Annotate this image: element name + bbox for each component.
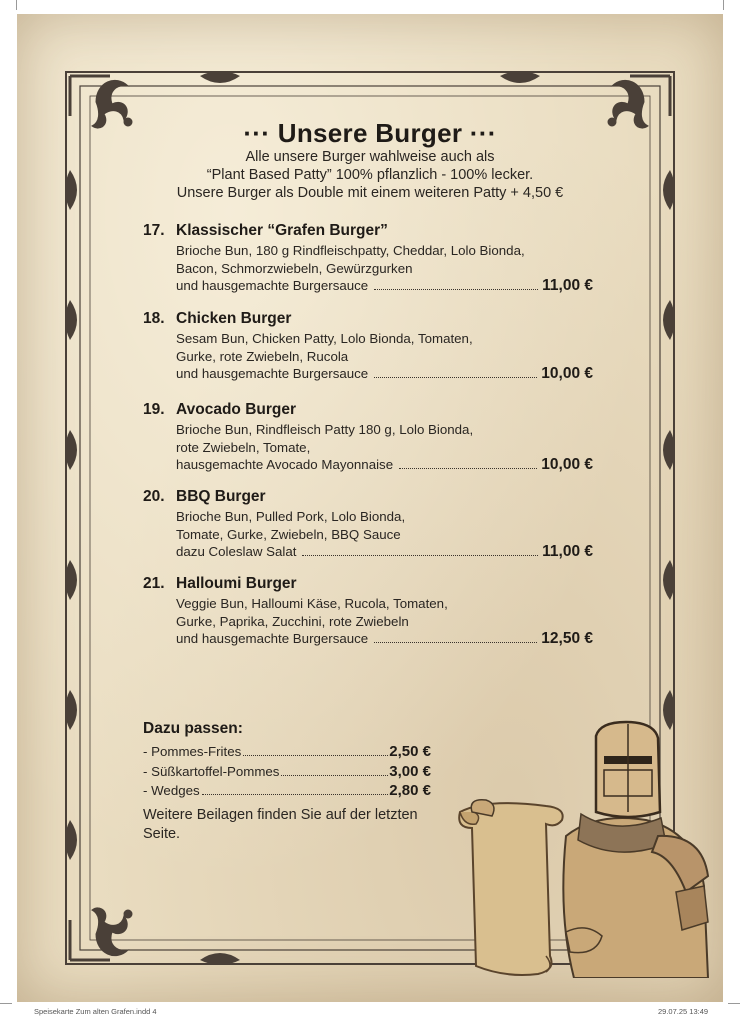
item-description-line: Brioche Bun, 180 g Rindfleischpatty, Cheddar, Lolo Bionda, (176, 243, 525, 258)
crop-mark (723, 0, 724, 10)
dot-leader (281, 775, 388, 776)
dot-leader (302, 555, 538, 556)
item-description-last: dazu Coleslaw Salat (176, 544, 297, 559)
item-price: 11,00 € (542, 277, 593, 294)
item-description-line: Brioche Bun, Pulled Pork, Lolo Bionda, (176, 509, 406, 524)
side-label: - Süßkartoffel-Pommes (143, 764, 280, 779)
item-description-line: Bacon, Schmorzwiebeln, Gewürzgurken (176, 260, 413, 276)
item-name: Halloumi Burger (176, 575, 297, 592)
dot-leader (399, 468, 537, 469)
side-label: - Pommes-Frites (143, 744, 242, 759)
item-name: Klassischer “Grafen Burger” (176, 222, 388, 239)
page-title: ··· Unsere Burger ··· (243, 118, 497, 148)
item-name: BBQ Burger (176, 488, 266, 505)
dot-leader (202, 794, 389, 795)
item-description-line: rote Zwiebeln, Tomate, (176, 439, 311, 455)
crop-mark (16, 0, 17, 10)
sides-note: Weitere Beilagen finden Sie auf der letzten Seite. (143, 807, 418, 842)
menu-item-17 (143, 222, 593, 296)
crop-mark (728, 1003, 740, 1004)
item-description-last: und hausgemachte Burgersauce (176, 366, 369, 381)
item-description-line: Brioche Bun, Rindfleisch Patty 180 g, Lolo Bionda, (176, 422, 474, 437)
menu-item-21 (143, 575, 593, 649)
dot-leader (243, 755, 388, 756)
item-description-line: Sesam Bun, Chicken Patty, Lolo Bionda, Tomaten, (176, 331, 473, 346)
intro-line-1: Alle unsere Burger wahlweise auch als (245, 149, 495, 165)
item-number: 20. (143, 488, 165, 505)
item-number: 21. (143, 575, 165, 592)
item-description-line: Gurke, rote Zwiebeln, Rucola (176, 348, 349, 364)
item-description-line: Gurke, Paprika, Zucchini, rote Zwiebeln (176, 613, 409, 629)
side-item (143, 782, 431, 801)
menu-item-18 (143, 310, 593, 384)
side-price: 2,80 € (389, 782, 431, 799)
item-number: 18. (143, 310, 165, 327)
item-number: 17. (143, 222, 165, 239)
menu-item-20 (143, 488, 593, 562)
item-description-last: und hausgemachte Burgersauce (176, 278, 369, 293)
side-item (143, 763, 431, 782)
dot-leader (374, 642, 537, 643)
item-description-line: Veggie Bun, Halloumi Käse, Rucola, Tomaten, (176, 596, 448, 611)
item-number: 19. (143, 401, 165, 418)
item-price: 10,00 € (541, 456, 593, 473)
dot-leader (374, 377, 537, 378)
knight-holding-scroll-icon (446, 716, 710, 978)
item-price: 10,00 € (541, 365, 593, 382)
item-description-last: und hausgemachte Burgersauce (176, 631, 369, 646)
item-description-line: Tomate, Gurke, Zwiebeln, BBQ Sauce (176, 526, 401, 542)
print-slug-right: 29.07.25 13:49 (658, 1007, 709, 1016)
side-price: 3,00 € (389, 763, 431, 780)
item-name: Chicken Burger (176, 310, 292, 327)
side-label: - Wedges (143, 783, 200, 798)
dot-leader (374, 289, 538, 290)
side-price: 2,50 € (389, 743, 431, 760)
item-description-last: hausgemachte Avocado Mayonnaise (176, 457, 394, 472)
sides-title: Dazu passen: (143, 720, 243, 737)
item-name: Avocado Burger (176, 401, 297, 418)
intro-line-3: Unsere Burger als Double mit einem weiteren Patty + 4,50 € (176, 185, 564, 201)
side-item (143, 743, 431, 762)
item-price: 11,00 € (542, 543, 593, 560)
item-price: 12,50 € (541, 630, 593, 647)
crop-mark (0, 1003, 12, 1004)
print-slug-left: Speisekarte Zum alten Grafen.indd 4 (34, 1007, 157, 1016)
menu-item-19 (143, 401, 593, 475)
intro-line-2: “Plant Based Patty” 100% pflanzlich - 100% lecker. (206, 167, 534, 183)
